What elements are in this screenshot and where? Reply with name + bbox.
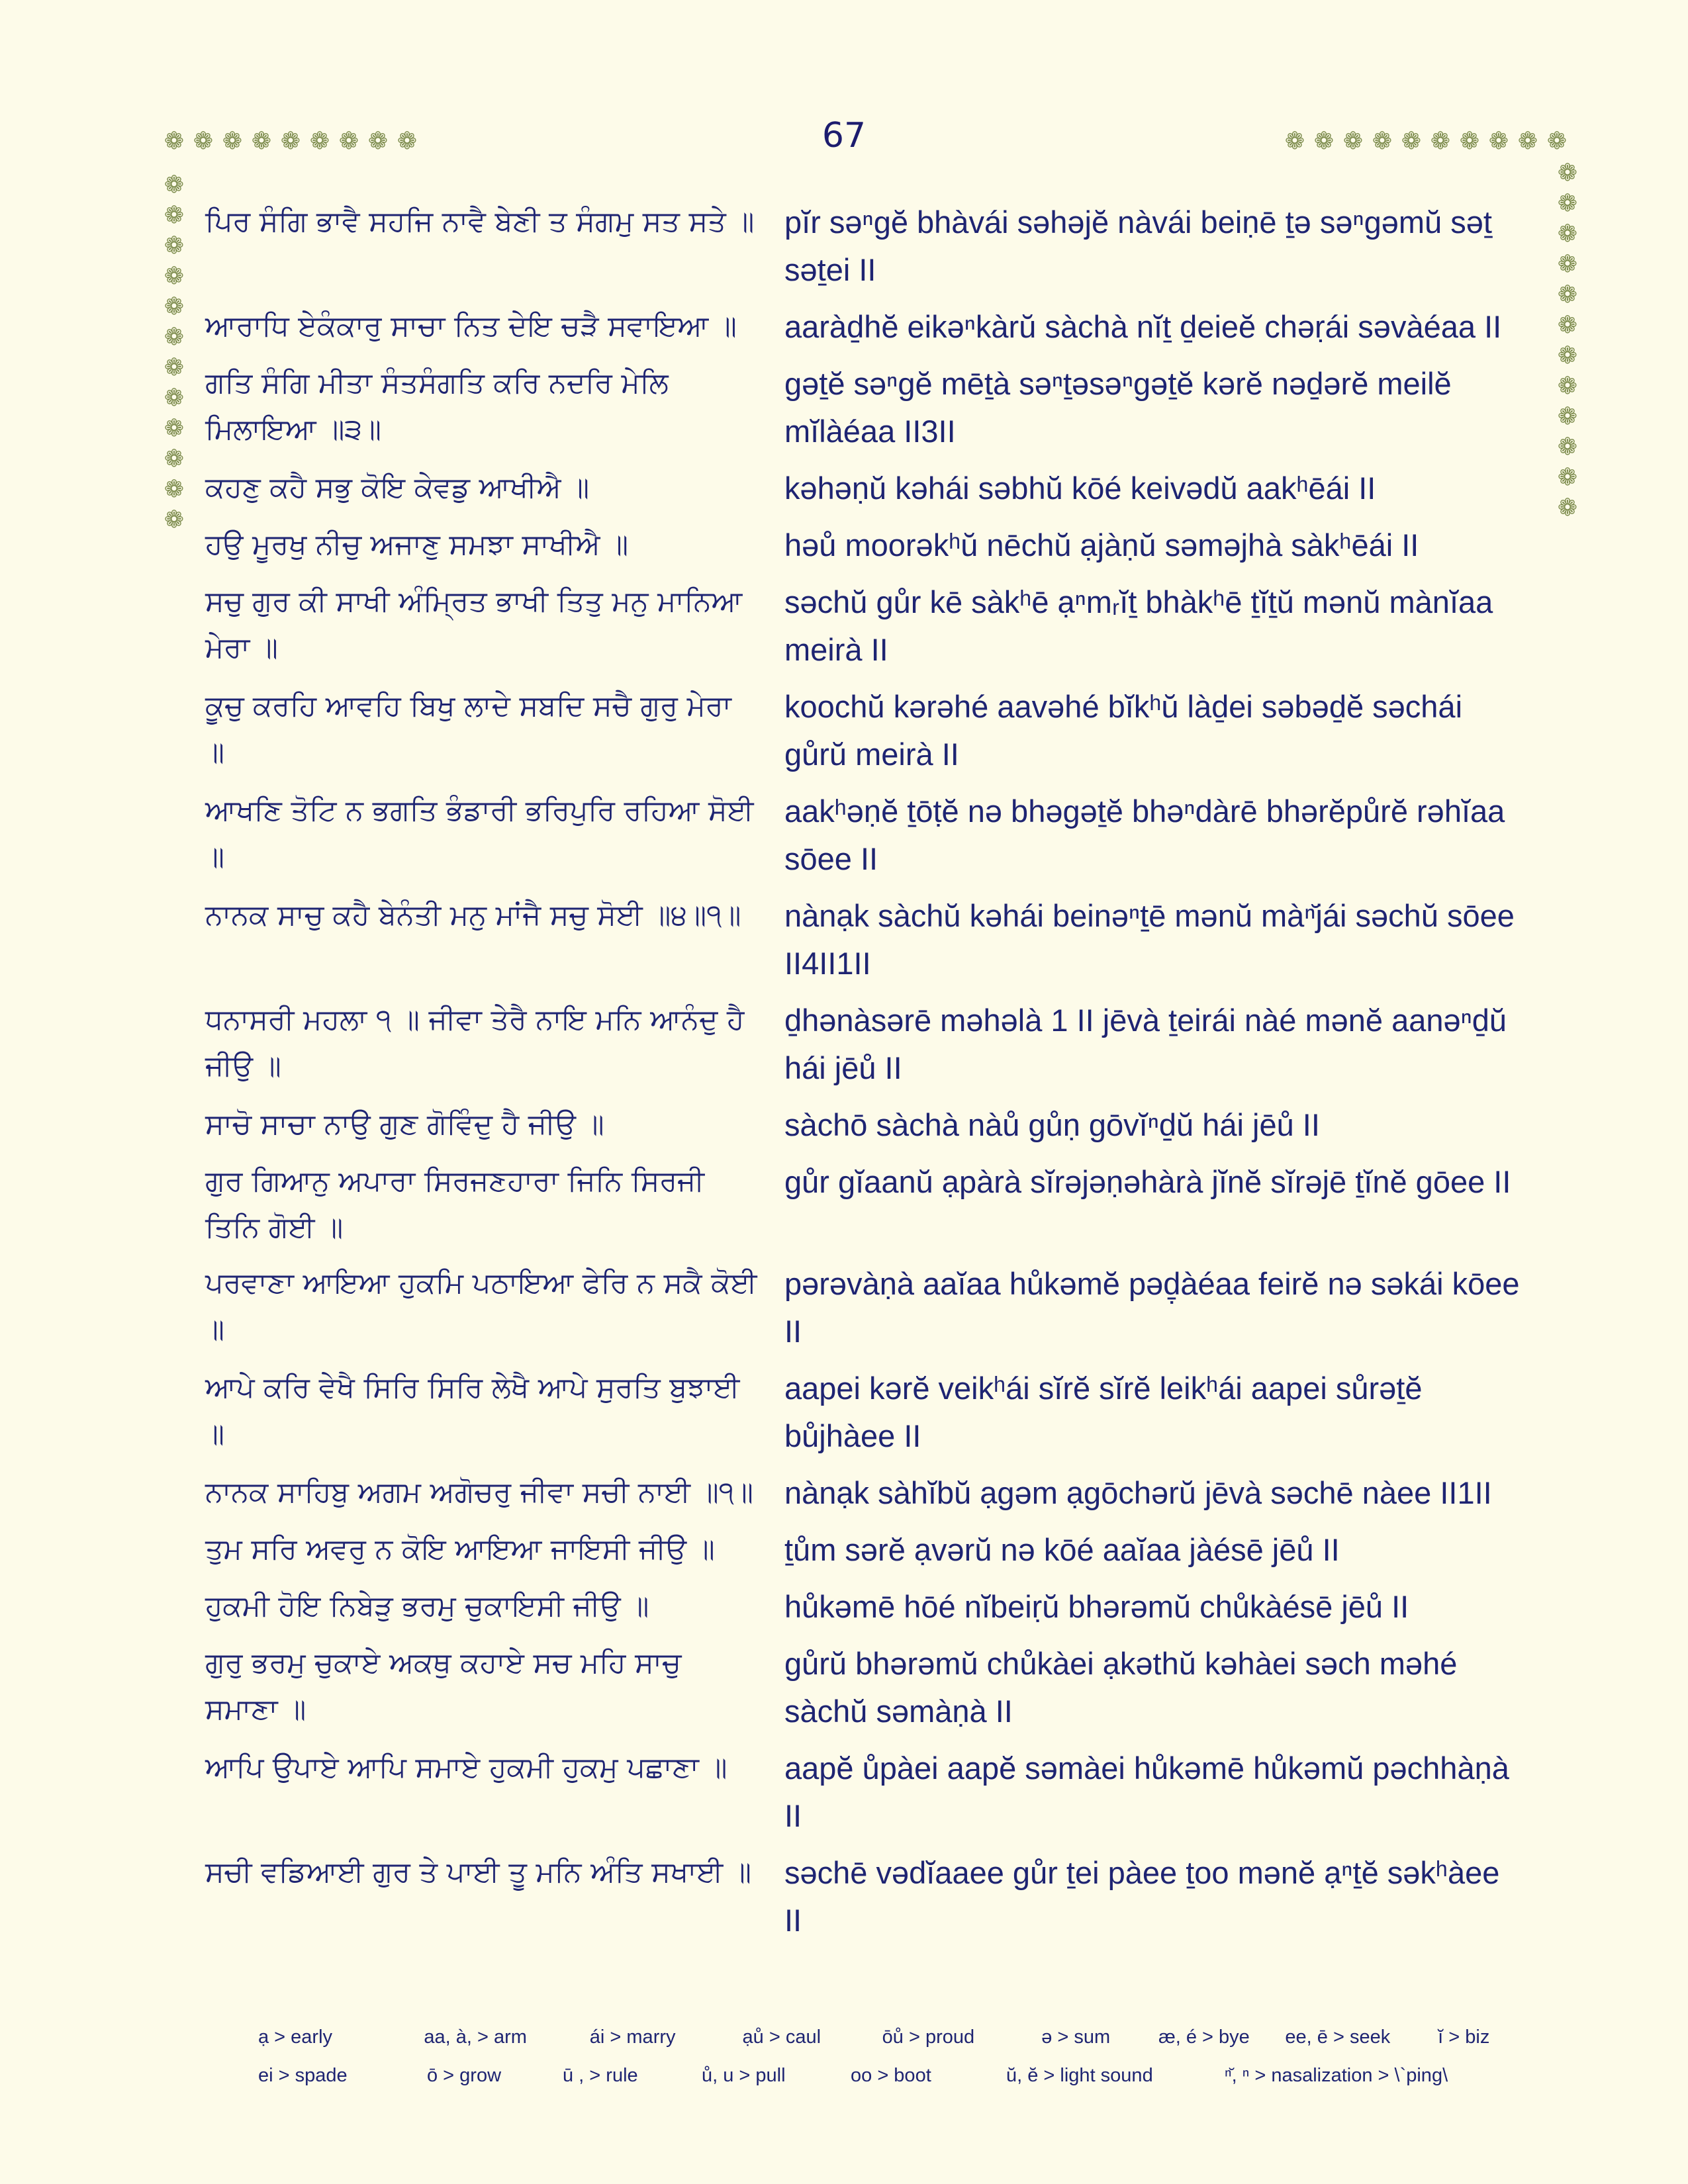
flower-ornament-icon: ❁: [1313, 128, 1335, 155]
verse-row: [205, 1640, 1542, 1735]
verse-row: [205, 303, 1542, 351]
flower-ornament-icon: ❁: [397, 128, 418, 155]
flower-ornament-icon: ❁: [164, 324, 185, 351]
flower-ornament-icon: ❁: [1557, 281, 1578, 308]
verse-row: [205, 1158, 1542, 1251]
gurmukhi-line: ਤੁਮ ਸਰਿ ਅਵਰੁ ਨ ਕੋਇ ਆਇਆ ਜਾਇਸੀ ਜੀਉ ॥: [205, 1533, 715, 1566]
verse-row: [205, 1745, 1542, 1840]
flower-ornament-icon: ❁: [164, 445, 185, 473]
flower-ornament-icon: ❁: [1557, 251, 1578, 278]
flower-ornament-icon: ❁: [164, 415, 185, 442]
flower-ornament-icon: ❁: [309, 128, 330, 155]
transliteration-line: hůkəmē hōé nĭbeiṛŭ bhərəmŭ chůkàésē jēů II: [784, 1589, 1409, 1624]
flower-ornament-icon: ❁: [1459, 128, 1480, 155]
flower-ornament-icon: ❁: [1517, 128, 1538, 155]
flower-ornament-icon: ❁: [1557, 494, 1578, 522]
transliteration-line: pərəvàṇà aaĭaa hůkəmĕ pəḏ̣àéaa feirĕ nə səkái kōee II: [784, 1266, 1520, 1349]
legend-item: ái > marry: [589, 2026, 676, 2048]
transliteration-line: səchŭ gůr kē sàkʰē ạⁿmᵣĭṯ bhàkʰē ṯĭṯŭ mənŭ mànĭaa meirà II: [784, 584, 1493, 667]
right-ornament-column: [1556, 161, 1579, 520]
transliteration-line: aapei kərĕ veikʰái sĭrĕ sĭrĕ leikʰái aapei sůrəṯĕ bůjhàee II: [784, 1371, 1423, 1453]
transliteration-line: kəhəṇŭ kəhái səbhŭ kōé keivədŭ aakʰēái II: [784, 471, 1376, 506]
flower-ornament-icon: ❁: [193, 128, 214, 155]
pronunciation-legend: [258, 2026, 1516, 2103]
legend-item: aa, à, > arm: [424, 2026, 527, 2048]
transliteration-line: nànạk sàchŭ kəhái beinəⁿṯē mənŭ màⁿ̆jái səchŭ sōee II4II1II: [784, 898, 1515, 981]
flower-ornament-icon: ❁: [251, 128, 272, 155]
flower-ornament-icon: ❁: [1284, 128, 1305, 155]
transliteration-line: nànạk sàhĭbŭ ạgəm ạgōchərŭ jēvà səchē nàee II1II: [784, 1475, 1492, 1510]
verse-row: [205, 1849, 1542, 1944]
flower-ornament-icon: ❁: [164, 232, 185, 259]
transliteration-line: pĭr səⁿgĕ bhàvái səhəjĕ nàvái beiṇē ṯə səⁿgəmŭ səṯ səṯei II: [784, 205, 1492, 287]
top-right-ornament-row: [1283, 130, 1569, 154]
verse-row: [205, 892, 1542, 987]
gurmukhi-line: ਆਰਾਧਿ ਏਕੰਕਾਰੁ ਸਾਚਾ ਨਿਤ ਦੇਇ ਚੜੈ ਸਵਾਇਆ ॥: [205, 310, 737, 343]
legend-item: ei > spade: [258, 2065, 348, 2086]
transliteration-line: səchē vədĭaaee gůr ṯei pàee ṯoo mənĕ ạⁿṯĕ səkʰàee II: [784, 1855, 1500, 1938]
left-ornament-column: [162, 173, 186, 532]
flower-ornament-icon: ❁: [164, 385, 185, 412]
flower-ornament-icon: ❁: [1557, 220, 1578, 248]
flower-ornament-icon: ❁: [280, 128, 301, 155]
flower-ornament-icon: ❁: [164, 354, 185, 381]
legend-item: ə > sum: [1041, 2026, 1111, 2048]
flower-ornament-icon: ❁: [1546, 128, 1568, 155]
transliteration-line: aapĕ ůpàei aapĕ səmàei hůkəmē hůkəmŭ pəchhàṇà II: [784, 1751, 1509, 1833]
legend-item: ŭ, ĕ > light sound: [1006, 2065, 1153, 2086]
gurmukhi-line: ਹੁਕਮੀ ਹੋਇ ਨਿਬੇੜੁ ਭਰਮੁ ਚੁਕਾਇਸੀ ਜੀਉ ॥: [205, 1590, 649, 1623]
verse-row: [205, 360, 1542, 455]
gurmukhi-line: ਧਨਾਸਰੀ ਮਹਲਾ ੧ ॥ ਜੀਵਾ ਤੇਰੈ ਨਾਇ ਮਨਿ ਆਨੰਦੁ ਹੈ ਜੀਉ ॥: [205, 1003, 745, 1083]
top-left-ornament-row: [162, 130, 419, 154]
transliteration-line: gůr gĭaanŭ ạpàrà sĭrəjəṇəhàrà jĭnĕ sĭrəjē ṯĭnĕ gōee II: [784, 1164, 1511, 1199]
legend-item: ⁿ̆, ⁿ > nasalization > \`ping\: [1225, 2065, 1448, 2086]
flower-ornament-icon: ❁: [222, 128, 243, 155]
verse-row: [205, 1469, 1542, 1517]
legend-item: ạ > early: [258, 2026, 333, 2048]
gurmukhi-line: ਸਚੁ ਗੁਰ ਕੀ ਸਾਖੀ ਅੰਮ੍ਰਿਤ ਭਾਖੀ ਤਿਤੁ ਮਨੁ ਮਾਨਿਆ ਮੇਰਾ ॥: [205, 585, 743, 664]
verse-row: [205, 522, 1542, 569]
legend-item: ů, u > pull: [702, 2065, 786, 2086]
verse-row: [205, 788, 1542, 883]
legend-item: ĭ > biz: [1438, 2026, 1490, 2048]
verse-row: [205, 199, 1542, 294]
verse-row: [205, 683, 1542, 778]
legend-item: ō > grow: [427, 2065, 502, 2086]
verse-row: [205, 578, 1542, 674]
gurmukhi-line: ਕਹਣੁ ਕਹੈ ਸਭੁ ਕੋਇ ਕੇਵਡੁ ਆਖੀਐ ॥: [205, 471, 590, 504]
legend-item: oo > boot: [851, 2065, 931, 2086]
legend-row: [258, 2065, 1516, 2103]
transliteration-line: ḏhənàsərē məhəlà 1 II jēvà ṯeirái nàé mənĕ aanəⁿḏŭ hái jēů II: [784, 1003, 1507, 1085]
flower-ornament-icon: ❁: [164, 293, 185, 320]
gurmukhi-line: ਪਿਰ ਸੰਗਿ ਭਾਵੈ ਸਹਜਿ ਨਾਵੈ ਬੇਣੀ ਤ ਸੰਗਮੁ ਸਤ ਸਤੇ ॥: [205, 205, 755, 238]
transliteration-line: sàchō sàchà nàů gůṇ gōvĭⁿḏŭ hái jēů II: [784, 1107, 1320, 1142]
flower-ornament-icon: ❁: [1342, 128, 1364, 155]
gurmukhi-line: ਆਪਿ ਉਪਾਏ ਆਪਿ ਸਮਾਏ ਹੁਕਮੀ ਹੁਕਮੁ ਪਛਾਣਾ ॥: [205, 1751, 727, 1784]
transliteration-line: gəṯĕ səⁿgĕ mēṯà səⁿṯəsəⁿgəṯĕ kərĕ nəḏərĕ meilĕ mĭlàéaa II3II: [784, 366, 1452, 449]
verse-row: [205, 1260, 1542, 1355]
flower-ornament-icon: ❁: [1488, 128, 1509, 155]
flower-ornament-icon: ❁: [1372, 128, 1393, 155]
verse-row: [205, 1583, 1542, 1631]
legend-item: ạů > caul: [742, 2026, 821, 2048]
flower-ornament-icon: ❁: [1557, 190, 1578, 217]
flower-ornament-icon: ❁: [1430, 128, 1451, 155]
flower-ornament-icon: ❁: [164, 476, 185, 503]
gurmukhi-line: ਸਾਚੋ ਸਾਚਾ ਨਾਉ ਗੁਣ ਗੋਵਿੰਦੁ ਹੈ ਜੀਉ ॥: [205, 1108, 604, 1141]
legend-item: æ, é > bye: [1158, 2026, 1250, 2048]
transliteration-line: həů moorəkʰŭ nēchŭ ạjàṇŭ səməjhà sàkʰēái II: [784, 527, 1419, 563]
flower-ornament-icon: ❁: [1557, 464, 1578, 491]
gurmukhi-line: ਪਰਵਾਣਾ ਆਇਆ ਹੁਕਮਿ ਪਠਾਇਆ ਫੇਰਿ ਨ ਸਕੈ ਕੋਈ ॥: [205, 1267, 757, 1346]
flower-ornament-icon: ❁: [164, 202, 185, 229]
verse-row: [205, 997, 1542, 1092]
gurmukhi-line: ਆਖਣਿ ਤੋਟਿ ਨ ਭਗਤਿ ਭੰਡਾਰੀ ਭਰਿਪੁਰਿ ਰਹਿਆ ਸੋਈ ॥: [205, 794, 754, 874]
verse-row: [205, 1365, 1542, 1460]
transliteration-line: koochŭ kərəhé aavəhé bĭkʰŭ làḏei səbəḏĕ səchái gůrŭ meirà II: [784, 689, 1463, 772]
flower-ornament-icon: ❁: [1557, 373, 1578, 400]
verse-row: [205, 465, 1542, 512]
flower-ornament-icon: ❁: [164, 128, 185, 155]
gurmukhi-line: ਗੁਰ ਗਿਆਨੁ ਅਪਾਰਾ ਸਿਰਜਣਹਾਰਾ ਜਿਨਿ ਸਿਰਜੀ ਤਿਨਿ ਗੋਈ ॥: [205, 1165, 705, 1244]
legend-row: [258, 2026, 1516, 2065]
transliteration-line: gůrŭ bhərəmŭ chůkàei ạkəthŭ kəhàei səch məhé sàchŭ səmàṇà II: [784, 1646, 1458, 1729]
gurmukhi-line: ਨਾਨਕ ਸਾਚੁ ਕਹੈ ਬੇਨੰਤੀ ਮਨੁ ਮਾਂਜੈ ਸਚੁ ਸੋਈ ॥੪॥੧॥: [205, 899, 741, 932]
transliteration-line: ṯům sərĕ ạvərŭ nə kōé aaĭaa jàésē jēů II: [784, 1532, 1340, 1567]
gurmukhi-line: ਆਪੇ ਕਰਿ ਵੇਖੈ ਸਿਰਿ ਸਿਰਿ ਲੇਖੈ ਆਪੇ ਸੁਰਤਿ ਬੁਝਾਈ ॥: [205, 1371, 740, 1451]
flower-ornament-icon: ❁: [164, 171, 185, 199]
gurmukhi-line: ਨਾਨਕ ਸਾਹਿਬੁ ਅਗਮ ਅਗੋਚਰੁ ਜੀਵਾ ਸਚੀ ਨਾਈ ॥੧॥: [205, 1476, 754, 1509]
gurmukhi-line: ਸਚੀ ਵਡਿਆਈ ਗੁਰ ਤੇ ਪਾਈ ਤੂ ਮਨਿ ਅੰਤਿ ਸਖਾਈ ॥: [205, 1856, 751, 1889]
gurmukhi-line: ਕੂਚੁ ਕਰਹਿ ਆਵਹਿ ਬਿਖੁ ਲਾਦੇ ਸਬਦਿ ਸਚੈ ਗੁਰੁ ਮੇਰਾ ॥: [205, 690, 731, 769]
flower-ornament-icon: ❁: [1557, 312, 1578, 339]
legend-item: ōů > proud: [882, 2026, 975, 2048]
gurmukhi-line: ਗਤਿ ਸੰਗਿ ਮੀਤਾ ਸੰਤਸੰਗਤਿ ਕਰਿ ਨਦਰਿ ਮੇਲਿ ਮਿਲਾਇਆ ॥੩॥: [205, 367, 669, 446]
flower-ornament-icon: ❁: [1557, 342, 1578, 369]
verse-lines: [205, 199, 1542, 1954]
flower-ornament-icon: ❁: [1557, 159, 1578, 187]
gurmukhi-line: ਹਉ ਮੂਰਖੁ ਨੀਚੁ ਅਜਾਣੁ ਸਮਝਾ ਸਾਖੀਐ ॥: [205, 528, 629, 561]
page-number: 67: [821, 116, 867, 156]
verse-row: [205, 1101, 1542, 1149]
flower-ornament-icon: ❁: [1401, 128, 1422, 155]
flower-ornament-icon: ❁: [338, 128, 359, 155]
flower-ornament-icon: ❁: [1557, 403, 1578, 430]
gurmukhi-line: ਗੁਰੁ ਭਰਮੁ ਚੁਕਾਏ ਅਕਥੁ ਕਹਾਏ ਸਚ ਮਹਿ ਸਾਚੁ ਸਮਾਣਾ ॥: [205, 1647, 682, 1726]
flower-ornament-icon: ❁: [367, 128, 389, 155]
flower-ornament-icon: ❁: [1557, 433, 1578, 461]
legend-item: ū , > rule: [563, 2065, 638, 2086]
transliteration-line: aakʰəṇĕ ṯōṭĕ nə bhəgəṯĕ bhəⁿdàrē bhərĕpůrĕ rəhĭaa sōee II: [784, 794, 1505, 876]
flower-ornament-icon: ❁: [164, 263, 185, 290]
flower-ornament-icon: ❁: [164, 506, 185, 533]
verse-row: [205, 1526, 1542, 1574]
legend-item: ee, ē > seek: [1285, 2026, 1391, 2048]
transliteration-line: aaràḏhĕ eikəⁿkàrŭ sàchà nĭṯ ḏeieĕ chəṛái səvàéaa II: [784, 309, 1502, 344]
